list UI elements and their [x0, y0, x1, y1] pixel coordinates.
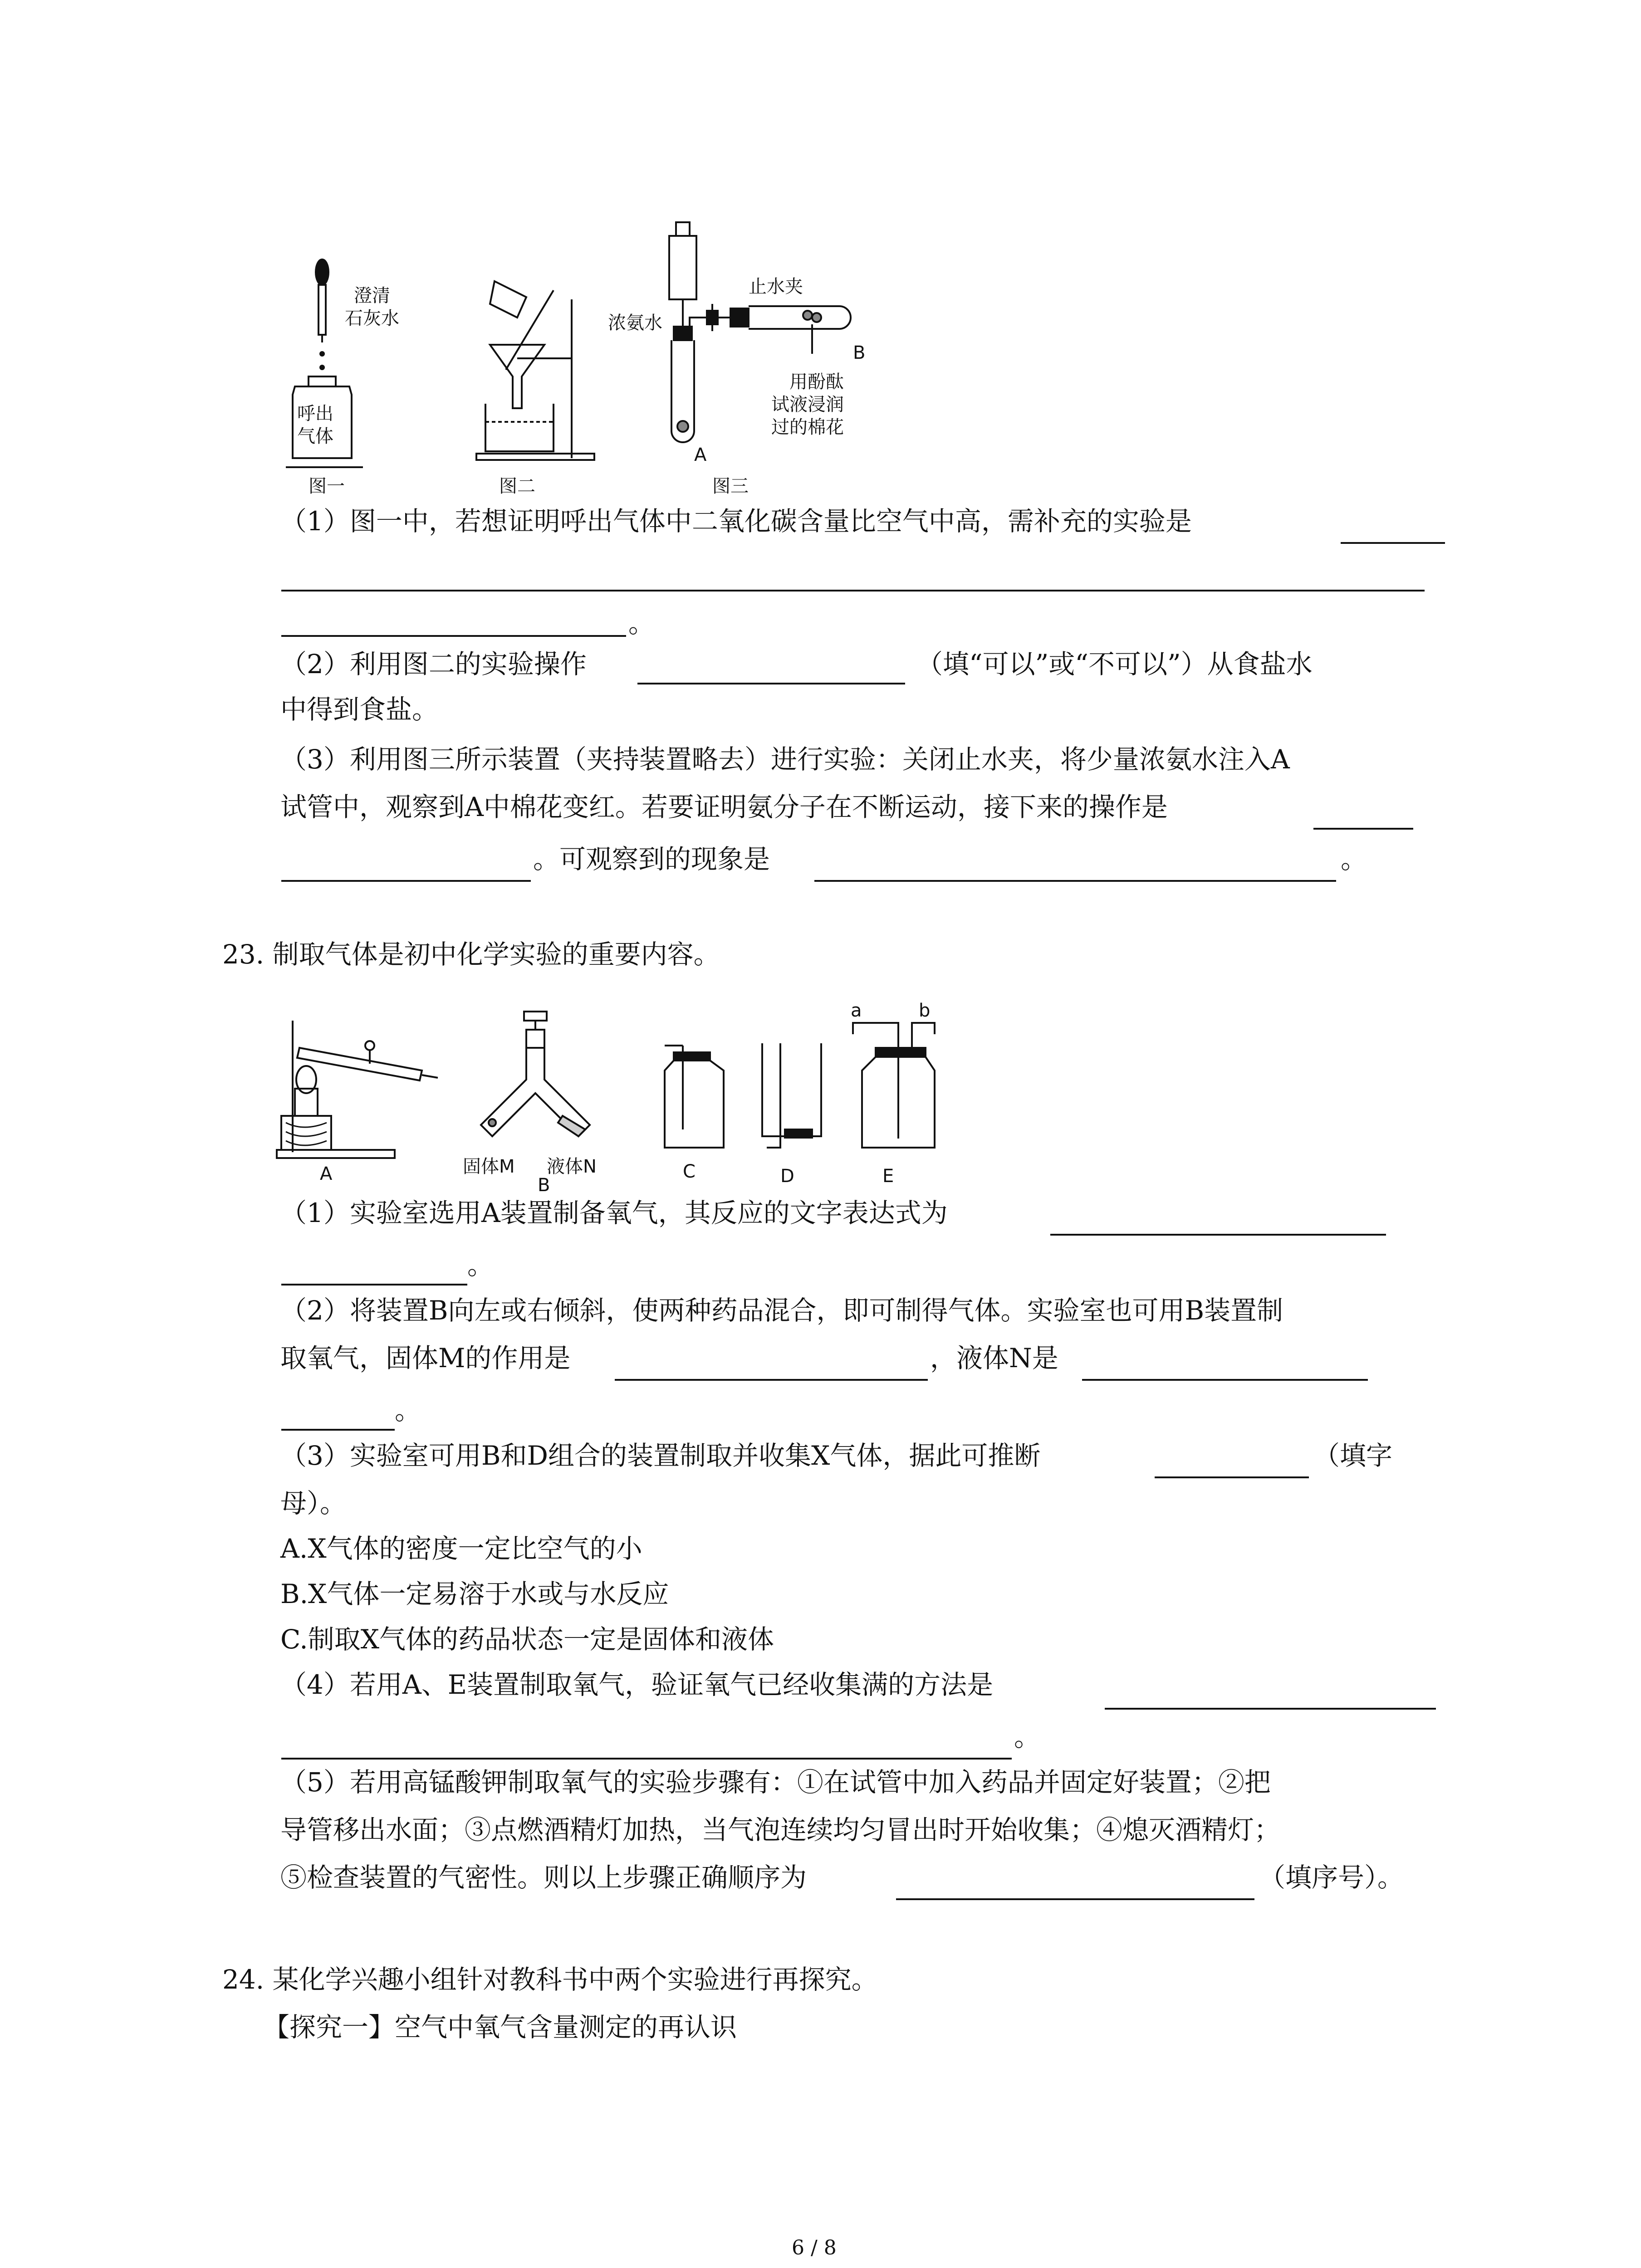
- q23-part2-text: ，液体N是: [930, 1343, 1058, 1374]
- fig3-ammonia-label: 浓氨水: [608, 313, 662, 333]
- q23-part4-text: （4）若用A、E装置制取氧气，验证氧气已经收集满的方法是: [280, 1669, 994, 1700]
- q23-part3-text: （3）实验室可用B和D组合的装置制取并收集X气体，据此可推断: [280, 1440, 1041, 1471]
- q22-part1-blank[interactable]: [281, 635, 626, 637]
- q23-part5-text: （5）若用高锰酸钾制取氧气的实验步骤有：①在试管中加入药品并固定好装置；②把: [280, 1767, 1271, 1798]
- q22-part2-text: （2）利用图二的实验操作: [280, 649, 587, 679]
- q23-part5-blank[interactable]: [896, 1898, 1254, 1900]
- q22-part2-text: 中得到食盐。: [280, 694, 439, 725]
- q23-apparatus-e: [844, 1016, 944, 1157]
- fig3-tube-a-label: A: [694, 445, 707, 465]
- page-number: 6 / 8: [792, 2236, 837, 2259]
- q23-part4-blank[interactable]: [281, 1758, 1012, 1760]
- q23-stem: 23. 制取气体是初中化学实验的重要内容。: [222, 939, 720, 970]
- q23-label-a: A: [320, 1163, 333, 1184]
- q23-part2-end: 。: [395, 1395, 421, 1426]
- q23-part5-text: （填序号）。: [1259, 1862, 1404, 1893]
- q22-part1-blank[interactable]: [1341, 542, 1445, 544]
- q22-part2-blank[interactable]: [637, 683, 905, 684]
- q23-part4-end: 。: [1014, 1721, 1041, 1752]
- q23-solid-label: 固体M: [463, 1156, 515, 1177]
- figure-2-filtration: [467, 272, 608, 476]
- fig3-cotton-label: 过的棉花: [771, 417, 844, 438]
- q23-option-b: B.X气体一定易溶于水或与水反应: [280, 1579, 669, 1609]
- fig1-caption: 图一: [309, 476, 345, 497]
- q23-port-b-label: b: [919, 1000, 931, 1021]
- q23-option-c: C.制取X气体的药品状态一定是固体和液体: [280, 1624, 774, 1655]
- q22-part3-blank[interactable]: [281, 880, 531, 882]
- q23-label-d: D: [780, 1166, 794, 1187]
- q24-subsection: 【探究一】空气中氧气含量测定的再认识: [263, 2012, 737, 2043]
- q23-part3-text: 母）。: [280, 1488, 347, 1519]
- fig1-reagent-label: 澄清: [354, 285, 390, 306]
- q23-apparatus-c: [656, 1039, 733, 1152]
- q23-part3-text: （填字: [1313, 1440, 1393, 1471]
- q22-part3-text: （3）利用图三所示装置（夹持装置略去）进行实验：关闭止水夹，将少量浓氨水注入A: [280, 744, 1290, 775]
- q23-apparatus-a: [272, 1012, 440, 1161]
- fig2-caption: 图二: [499, 476, 535, 497]
- q22-part1-blank[interactable]: [281, 590, 1425, 591]
- q22-part3-end: 。: [1341, 844, 1367, 875]
- q23-part2-blank[interactable]: [615, 1379, 928, 1381]
- q23-part1-blank[interactable]: [281, 1284, 467, 1286]
- q24-stem: 24. 某化学兴趣小组针对教科书中两个实验进行再探究。: [222, 1964, 878, 1995]
- fig1-bottle-label: 呼出: [297, 403, 333, 424]
- fig3-tube-b-label: B: [853, 342, 866, 363]
- fig3-caption: 图三: [712, 476, 749, 497]
- q22-part3-blank[interactable]: [1313, 828, 1413, 830]
- q23-label-b: B: [538, 1175, 550, 1196]
- q22-part3-text: 。可观察到的现象是: [533, 844, 770, 875]
- q23-option-a: A.X气体的密度一定比空气的小: [280, 1533, 642, 1564]
- q23-apparatus-d: [749, 1039, 830, 1157]
- q22-part3-text: 试管中，观察到A中棉花变红。若要证明氨分子在不断运动，接下来的操作是: [280, 792, 1168, 822]
- q23-apparatus-b: [472, 1007, 617, 1152]
- fig3-cotton-label: 用酚酞: [789, 371, 844, 392]
- q23-part1-end: 。: [467, 1250, 494, 1281]
- fig1-bottle-label: 气体: [297, 426, 333, 447]
- q22-part3-blank[interactable]: [814, 880, 1336, 882]
- q23-part1-blank[interactable]: [1050, 1234, 1386, 1236]
- fig3-clamp-label: 止水夹: [749, 276, 803, 297]
- q23-part1-text: （1）实验室选用A装置制备氧气，其反应的文字表达式为: [280, 1198, 948, 1228]
- q22-part1-text: （1）图一中，若想证明呼出气体中二氧化碳含量比空气中高，需补充的实验是: [280, 506, 1192, 537]
- q23-label-e: E: [882, 1166, 894, 1187]
- q23-liquid-label: 液体N: [547, 1156, 597, 1177]
- q23-part4-blank[interactable]: [1105, 1708, 1436, 1710]
- q23-part2-text: 取氧气，固体M的作用是: [280, 1343, 571, 1374]
- q23-part5-text: 导管移出水面；③点燃酒精灯加热，当气泡连续均匀冒出时开始收集；④熄灭酒精灯；: [280, 1814, 1281, 1845]
- q23-part2-blank[interactable]: [281, 1429, 395, 1431]
- q23-label-c: C: [683, 1161, 696, 1182]
- q23-part2-blank[interactable]: [1082, 1379, 1368, 1381]
- q22-part2-text: （填“可以”或“不可以”）从食盐水: [916, 649, 1313, 679]
- fig3-cotton-label: 试液浸润: [771, 394, 844, 415]
- q23-port-a-label: a: [851, 1000, 862, 1021]
- q22-part1-end: 。: [628, 608, 655, 639]
- q23-part2-text: （2）将装置B向左或右倾斜，使两种药品混合，即可制得气体。实验室也可用B装置制: [280, 1295, 1283, 1326]
- fig1-reagent-label: 石灰水: [345, 308, 399, 329]
- q23-part3-blank[interactable]: [1155, 1476, 1309, 1478]
- q23-part5-text: ⑤检查装置的气密性。则以上步骤正确顺序为: [280, 1862, 807, 1893]
